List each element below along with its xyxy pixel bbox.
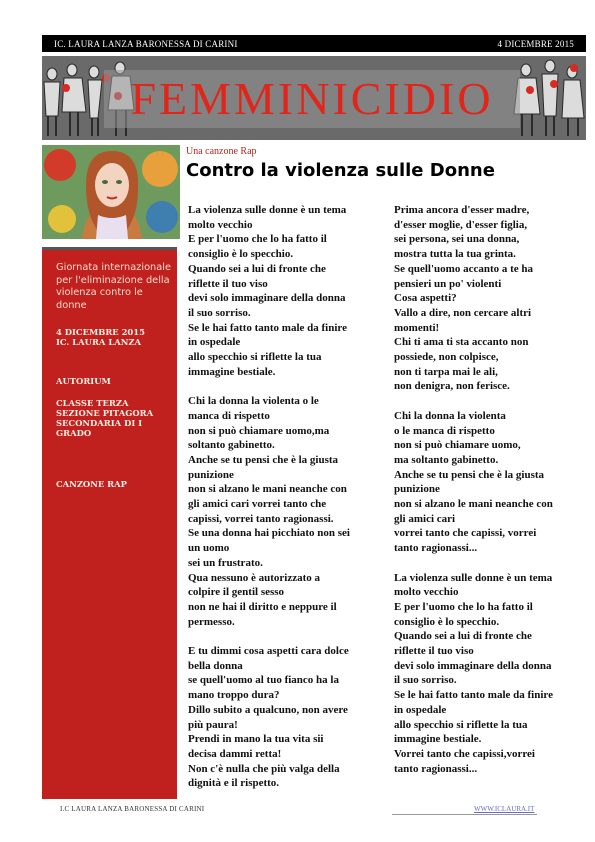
sidebar-panel <box>42 247 177 799</box>
lyric-line: Vallo a dire, non cercare altri <box>394 306 532 319</box>
lyric-line: molto vecchio <box>188 218 253 231</box>
stanza <box>188 394 372 629</box>
sidebar-class-4: GRADO <box>56 428 92 438</box>
lyric-line: o le manca di rispetto <box>394 424 495 437</box>
stanza <box>188 644 372 791</box>
sidebar-class-1: CLASSE TERZA <box>56 398 129 408</box>
lyric-line: manca di rispetto <box>188 409 270 422</box>
header-bar <box>42 35 586 52</box>
lyric-line: Quando sei a lui di fronte che <box>188 262 326 275</box>
footer-school: I.C LAURA LANZA BARONESSA DI CARINI <box>60 805 205 813</box>
lyric-line: La violenza sulle donne è un tema <box>188 204 347 216</box>
lyric-line: pensieri un po' violenti <box>394 277 502 290</box>
lyric-line: se quell'uomo al tuo fianco ha la <box>188 674 339 687</box>
lyric-line: non si può chiamare uomo,ma <box>188 424 330 437</box>
lyric-line: Cosa aspetti? <box>394 292 457 305</box>
lyric-line: allo specchio si riflette la tua <box>188 351 322 364</box>
lyric-line: allo specchio si riflette la tua <box>394 718 528 731</box>
lyric-line: tanto ragionassi... <box>394 542 478 555</box>
lyric-line: non ne hai il diritto e neppure il <box>188 600 337 613</box>
lyric-line: Non c'è nulla che più valga della <box>188 762 340 775</box>
lyrics-column-2 <box>394 203 578 791</box>
stanza <box>188 203 372 379</box>
lyric-line: Se quell'uomo accanto a te ha <box>394 262 534 275</box>
lyric-line: in ospedale <box>394 703 447 716</box>
lyric-line: E tu dimmi cosa aspetti cara dolce <box>188 645 349 658</box>
lyric-line: Prima ancora d'esser madre, <box>394 204 530 216</box>
woman-illustration-art <box>42 145 180 239</box>
lyric-line: bella donna <box>188 659 243 672</box>
lyric-line: possiede, non colpisce, <box>394 351 499 364</box>
lyric-line: d'esser moglie, d'esser figlia, <box>394 218 528 231</box>
sidebar-top-border <box>42 247 177 250</box>
lyric-line: ma soltanto gabinetto. <box>394 453 499 466</box>
footer-website-link[interactable]: WWW.ICLAURA.IT <box>474 805 535 813</box>
stanza <box>394 203 578 394</box>
lyric-line: gli amici cari vorrei tanto che <box>188 498 327 511</box>
article-headline: Contro la violenza sulle Donne <box>186 160 495 181</box>
sidebar-class-3: SECONDARIA DI I <box>56 418 143 428</box>
stanza <box>394 409 578 556</box>
lyrics-column-1 <box>188 203 372 806</box>
lyric-line: consiglio è lo specchio. <box>394 615 500 628</box>
lyric-line: consiglio è lo specchio. <box>188 248 294 261</box>
lyric-line: Anche se tu pensi che è la giusta <box>188 453 339 466</box>
sidebar-school: IC. LAURA LANZA <box>56 337 141 347</box>
lyric-line: il suo sorriso. <box>188 306 251 319</box>
lyric-line: mostra tutta la tua grinta. <box>394 248 516 261</box>
lyric-line: Se le hai fatto tanto male da finire <box>188 321 347 334</box>
lyric-line: permesso. <box>188 615 235 628</box>
lyric-line: non denigra, non ferisce. <box>394 380 510 393</box>
lyric-line: Anche se tu pensi che è la giusta <box>394 468 545 481</box>
lyric-line: Chi la donna la violenta o le <box>188 395 319 408</box>
lyric-line: Vorrei tanto che capissi,vorrei <box>394 747 535 760</box>
lyric-line: dignità e il rispetto. <box>188 777 280 790</box>
lyric-line: il suo sorriso. <box>394 674 457 687</box>
sidebar-intro: Giornata internazionale per l'eliminazione della violenza contro le donne <box>56 262 172 311</box>
lyric-line: punizione <box>188 468 234 481</box>
woman-illustration <box>42 145 180 239</box>
lyric-line: La violenza sulle donne è un tema <box>394 571 553 584</box>
banner-title: FEMMINICIDIO <box>104 70 520 128</box>
lyric-line: Prendi in mano la tua vita sii <box>188 733 324 746</box>
sidebar-autorium: AUTORIUM <box>56 376 111 386</box>
lyric-line: momenti! <box>394 321 440 334</box>
lyric-line: decisa dammi retta! <box>188 747 282 760</box>
lyric-line: E per l'uomo che lo ha fatto il <box>188 233 327 246</box>
lyric-line: Chi ti ama ti sta accanto non <box>394 336 529 349</box>
lyric-line: devi solo immaginare della donna <box>394 659 552 672</box>
lyric-line: vorrei tanto che capissi, vorrei <box>394 527 537 540</box>
article-kicker: Una canzone Rap <box>186 146 257 157</box>
sidebar-genre: CANZONE RAP <box>56 479 127 489</box>
lyric-line: soltanto gabinetto. <box>188 439 275 452</box>
lyric-line: Se le hai fatto tanto male da finire <box>394 689 553 702</box>
lyric-line: non si alzano le mani neanche con <box>188 483 347 496</box>
lyric-line: capissi, vorrei tanto ragionassi. <box>188 512 334 525</box>
stanza <box>394 571 578 777</box>
lyric-line: gli amici cari <box>394 512 456 525</box>
lyric-line: non si alzano le mani neanche con <box>394 498 553 511</box>
lyric-line: molto vecchio <box>394 586 459 599</box>
lyric-line: più paura! <box>188 718 238 731</box>
lyric-line: non ti tarpa mai le ali, <box>394 365 498 378</box>
lyric-line: immagine bestiale. <box>394 733 482 746</box>
lyric-line: in ospedale <box>188 336 241 349</box>
lyric-line: Se una donna hai picchiato non sei <box>188 527 350 540</box>
lyric-line: devi solo immaginare della donna <box>188 292 346 305</box>
lyric-line: sei un frustrato. <box>188 556 263 569</box>
lyric-line: punizione <box>394 483 440 496</box>
sidebar-date: 4 DICEMBRE 2015 <box>56 327 145 337</box>
lyric-line: immagine bestiale. <box>188 365 276 378</box>
lyric-line: tanto ragionassi... <box>394 762 478 775</box>
header-date: 4 DICEMBRE 2015 <box>497 38 574 49</box>
lyric-line: colpire il gentil sesso <box>188 586 285 599</box>
lyric-line: E per l'uomo che lo ha fatto il <box>394 600 533 613</box>
header-school: IC. LAURA LANZA BARONESSA DI CARINI <box>54 38 238 49</box>
banner <box>42 56 586 140</box>
lyric-line: non si può chiamare uomo, <box>394 439 521 452</box>
lyric-line: Qua nessuno è autorizzato a <box>188 571 320 584</box>
sidebar-class-2: SEZIONE PITAGORA <box>56 408 154 418</box>
lyric-line: Chi la donna la violenta <box>394 409 506 422</box>
lyric-line: mano troppo dura? <box>188 689 280 702</box>
footer-divider <box>392 814 537 815</box>
lyric-line: Dillo subito a qualcuno, non avere <box>188 703 348 716</box>
lyric-line: Quando sei a lui di fronte che <box>394 630 532 643</box>
lyric-line: un uomo <box>188 542 230 555</box>
lyric-line: riflette il tuo viso <box>188 277 268 290</box>
lyric-line: riflette il tuo viso <box>394 645 474 658</box>
lyric-line: sei persona, sei una donna, <box>394 233 520 246</box>
